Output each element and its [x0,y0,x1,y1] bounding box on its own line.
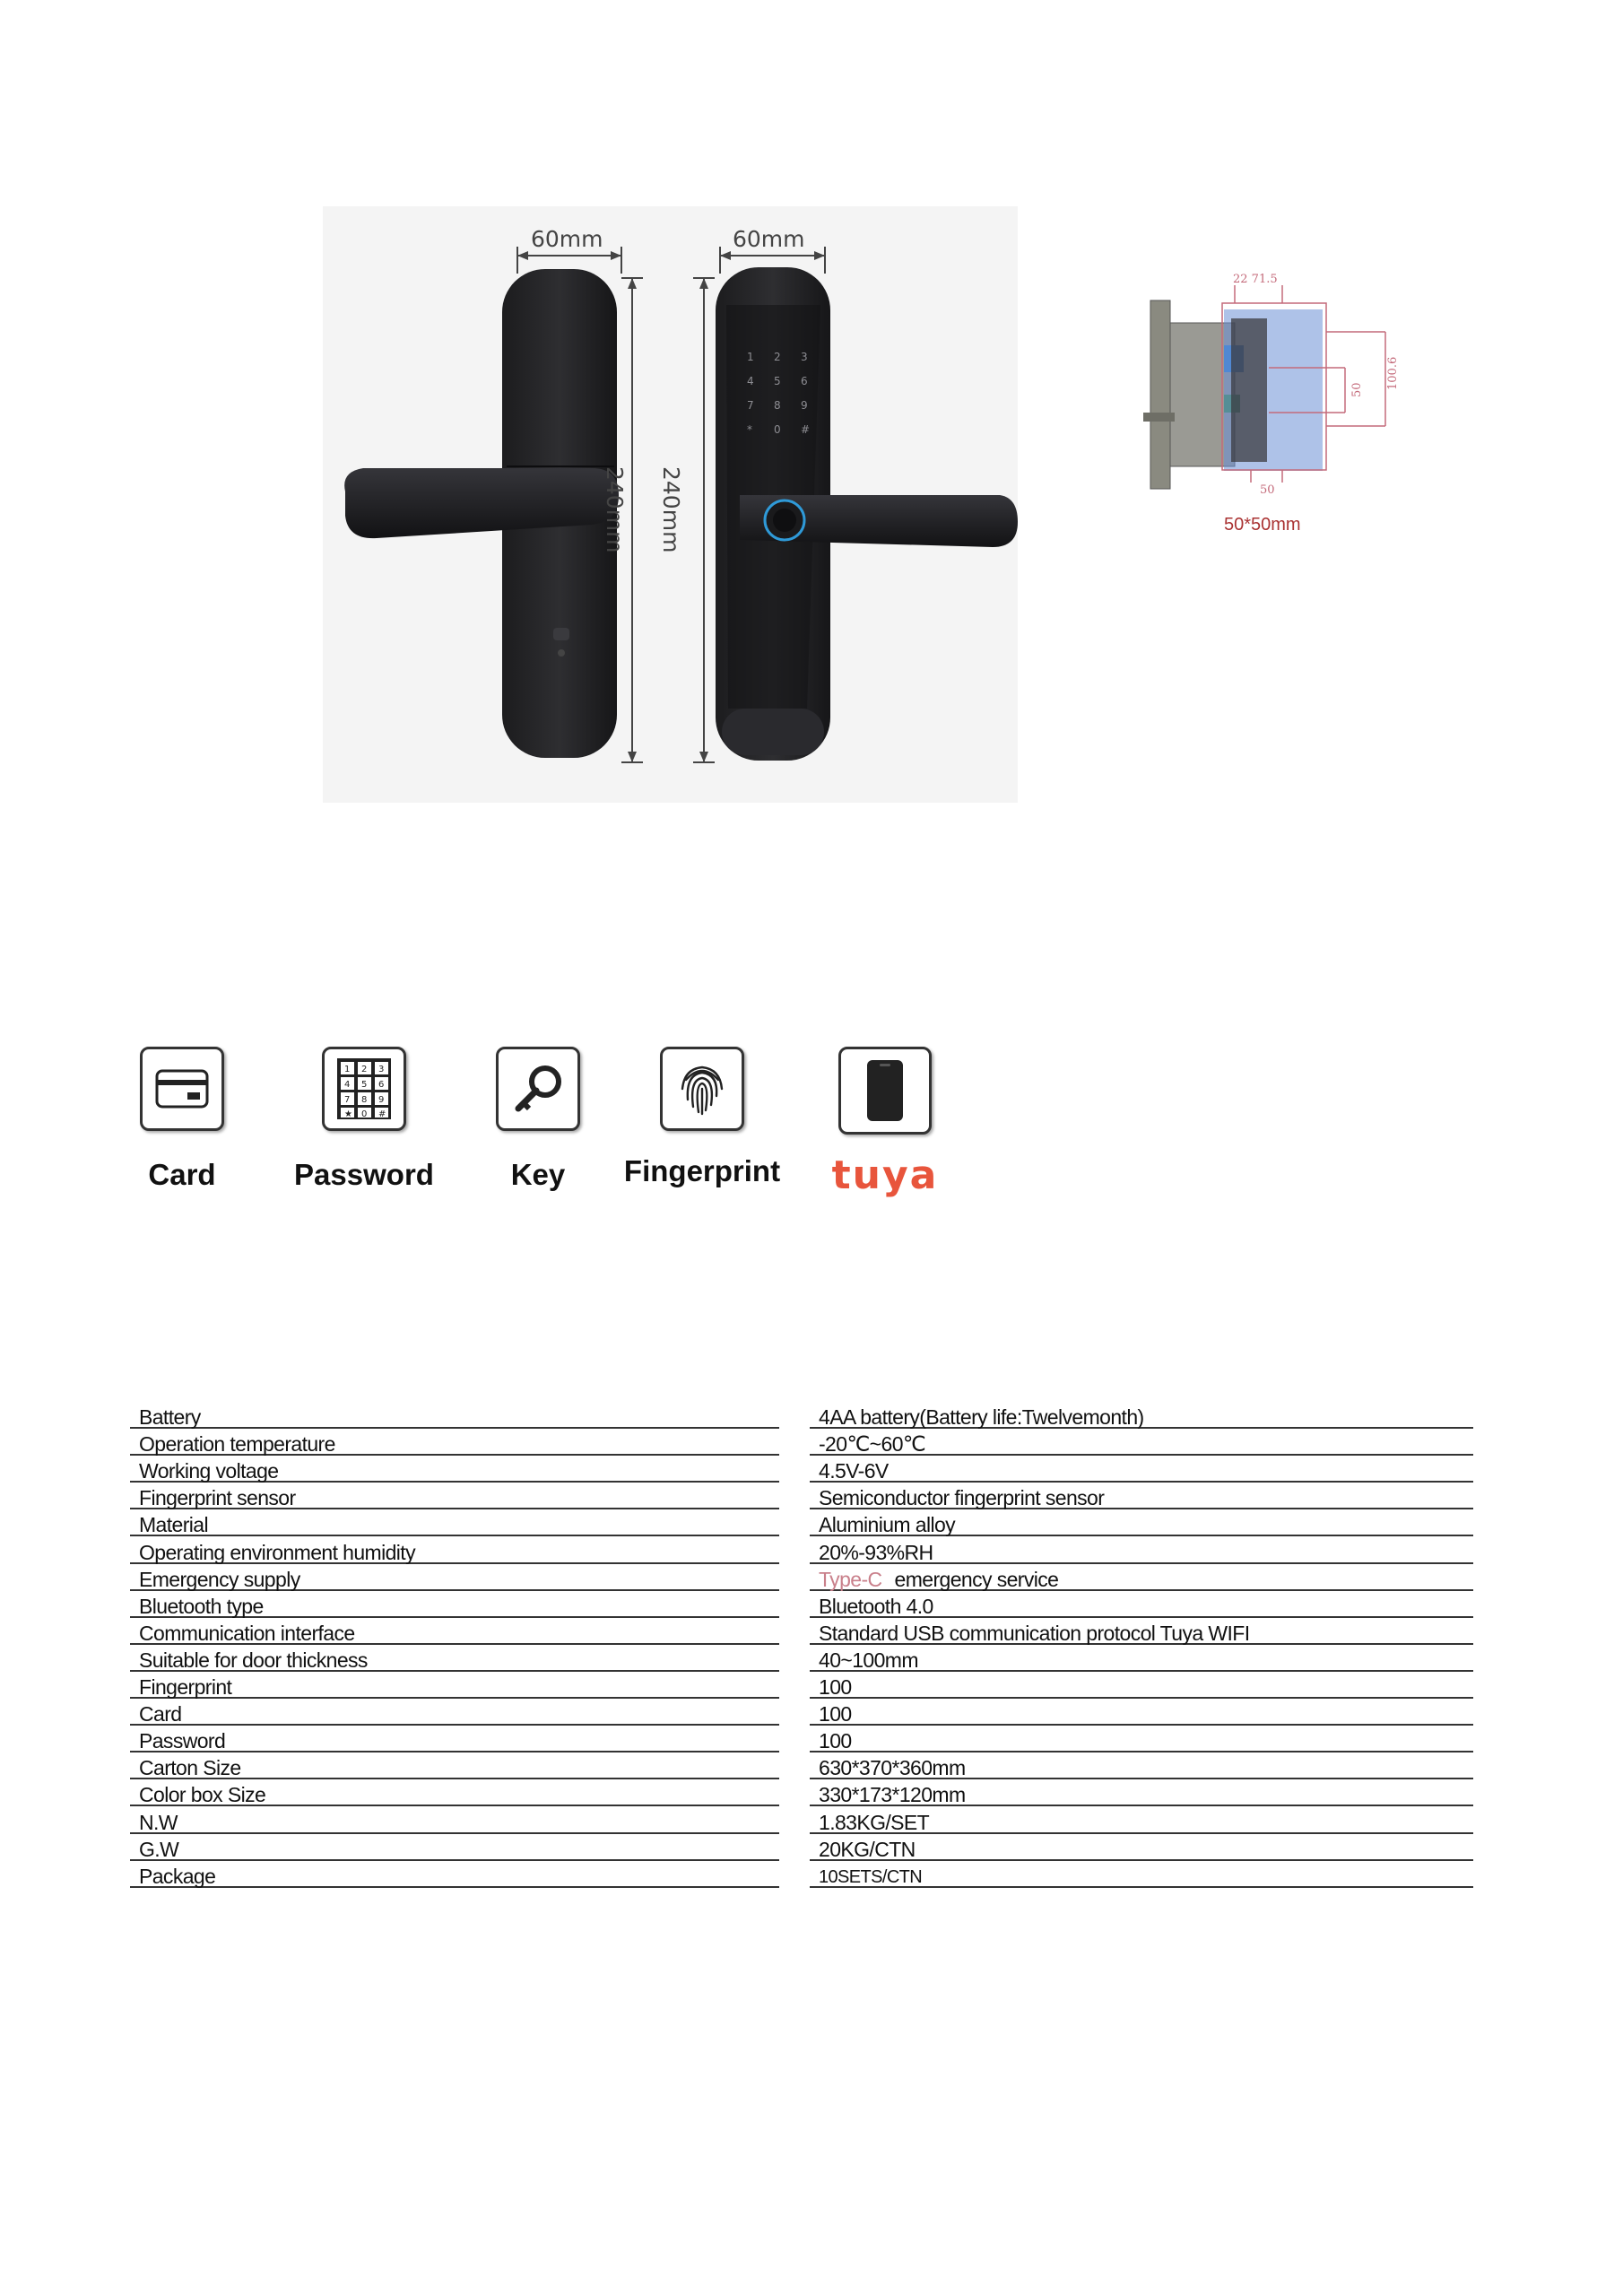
svg-text:8: 8 [774,399,781,412]
svg-text:4: 4 [747,375,754,387]
table-row [130,1806,779,1833]
spec-label: Communication interface [139,1621,355,1645]
height-label-left: 240mm [602,466,628,553]
svg-text:#: # [378,1109,386,1119]
svg-text:7: 7 [344,1095,351,1105]
svg-text:6: 6 [801,375,808,387]
spec-value: 100 [819,1702,852,1726]
table-row [130,1672,779,1699]
spec-value: 100 [819,1729,852,1753]
svg-text:#: # [801,423,811,436]
svg-text:9: 9 [378,1095,385,1105]
spec-values [810,1402,1473,1888]
table-row [810,1618,1473,1645]
front-panel [716,267,1018,761]
svg-text:2: 2 [774,351,781,363]
smartphone-icon [838,1047,932,1135]
feature-label-card: Card [148,1158,216,1191]
table-row [810,1564,1473,1591]
spec-label: Password [139,1729,226,1753]
feature-icons [0,1031,1076,1229]
table-row [810,1779,1473,1806]
table-row [810,1752,1473,1779]
table-row [810,1536,1473,1563]
spec-label: Fingerprint sensor [139,1486,296,1510]
mortise-dim-side-2: 100.6 [1386,356,1400,390]
spec-label: Fingerprint [139,1675,232,1700]
spec-labels [130,1402,779,1888]
table-row [130,1483,779,1509]
table-row [130,1861,779,1888]
table-row [130,1402,779,1429]
mortise-dim-top: 22 71.5 [1233,273,1278,286]
spec-value: emergency service [894,1567,1059,1591]
mortise-dim-bottom: 50 [1260,483,1275,493]
feature-card [101,1047,263,1192]
feature-fingerprint [621,1047,783,1188]
feature-tuya [804,1047,966,1198]
svg-text:3: 3 [801,351,808,363]
table-row [130,1564,779,1591]
table-row [130,1779,779,1806]
spec-value: 4AA battery(Battery life:Twelvemonth) [819,1405,1144,1430]
spec-value: 40~100mm [819,1648,918,1672]
spec-value: Aluminium alloy [819,1513,956,1537]
table-row [130,1699,779,1726]
svg-text:3: 3 [378,1065,385,1074]
svg-text:7: 7 [747,399,754,412]
table-row [810,1483,1473,1509]
spec-label: Bluetooth type [139,1594,264,1618]
spec-label: G.W [139,1837,179,1861]
spec-value: 100 [819,1675,852,1700]
mortise-figure [1134,269,1403,493]
spec-value: 330*173*120mm [819,1783,966,1807]
table-row [130,1456,779,1483]
spec-value-emergency [819,1568,1058,1592]
svg-text:9: 9 [801,399,808,412]
svg-text:5: 5 [774,375,781,387]
table-row [130,1645,779,1672]
spec-value: Standard USB communication protocol Tuya WIFI [819,1621,1250,1645]
mortise-caption: 50*50mm [1224,515,1301,535]
table-row [810,1509,1473,1536]
spec-label: Working voltage [139,1459,279,1483]
feature-key [457,1047,619,1192]
spec-label: Battery [139,1405,201,1430]
svg-text:0: 0 [774,423,781,436]
fingerprint-icon [660,1047,744,1131]
table-row [130,1429,779,1456]
spec-value: 4.5V-6V [819,1459,889,1483]
table-row [810,1806,1473,1833]
width-label-left: 60mm [531,226,603,252]
svg-text:1: 1 [747,351,754,363]
spec-value: 1.83KG/SET [819,1810,930,1834]
table-row [810,1591,1473,1618]
table-row [130,1834,779,1861]
table-row [130,1536,779,1563]
feature-label-key: Key [510,1158,566,1191]
table-row [130,1509,779,1536]
spec-label: Emergency supply [139,1567,300,1591]
svg-text:1: 1 [344,1065,351,1074]
key-icon [496,1047,580,1131]
table-row [810,1645,1473,1672]
feature-label-password: Password [294,1158,434,1191]
card-icon [140,1047,224,1131]
spec-label: Operating environment humidity [139,1540,415,1564]
table-row [810,1402,1473,1429]
mortise-dim-side-1: 50 [1350,382,1364,397]
feature-label-fingerprint: Fingerprint [623,1154,781,1187]
height-label-right: 240mm [658,466,684,553]
spec-value: Bluetooth 4.0 [819,1594,933,1618]
table-row [810,1699,1473,1726]
spec-label: Card [139,1702,182,1726]
product-figure [323,206,1018,803]
table-row [810,1672,1473,1699]
spec-label: Operation temperature [139,1432,335,1457]
spec-value: 20KG/CTN [819,1837,916,1861]
table-row [810,1456,1473,1483]
svg-text:0: 0 [361,1109,368,1119]
svg-text:6: 6 [378,1080,385,1090]
spec-label: Suitable for door thickness [139,1648,368,1672]
spec-label: Color box Size [139,1783,266,1807]
spec-label: Carton Size [139,1756,241,1780]
spec-value: 630*370*360mm [819,1756,966,1780]
svg-text:4: 4 [344,1080,351,1090]
svg-text:8: 8 [361,1095,368,1105]
back-panel [344,269,619,758]
table-row [130,1726,779,1752]
table-row [130,1618,779,1645]
width-label-right: 60mm [733,226,805,252]
table-row [810,1429,1473,1456]
table-row [810,1726,1473,1752]
mortise-drawing [1134,269,1403,493]
tuya-logo: tuya [831,1152,939,1198]
svg-text:5: 5 [361,1080,368,1090]
keypad-icon [322,1047,406,1131]
svg-text:2: 2 [361,1065,368,1074]
spec-value: -20℃~60℃ [819,1432,926,1457]
feature-password [283,1047,445,1192]
svg-text:★: ★ [344,1109,352,1119]
spec-value: 10SETS/CTN [819,1866,923,1887]
spec-value: Semiconductor fingerprint sensor [819,1486,1105,1510]
type-c-label: Type-C [819,1567,882,1591]
spec-value: 20%-93%RH [819,1540,933,1564]
svg-text:*: * [747,423,752,436]
table-row [810,1861,1473,1888]
table-row [130,1591,779,1618]
spec-label: Package [139,1864,216,1888]
table-row [810,1834,1473,1861]
spec-label: Material [139,1513,209,1537]
table-row [130,1752,779,1779]
spec-label: N.W [139,1810,178,1834]
